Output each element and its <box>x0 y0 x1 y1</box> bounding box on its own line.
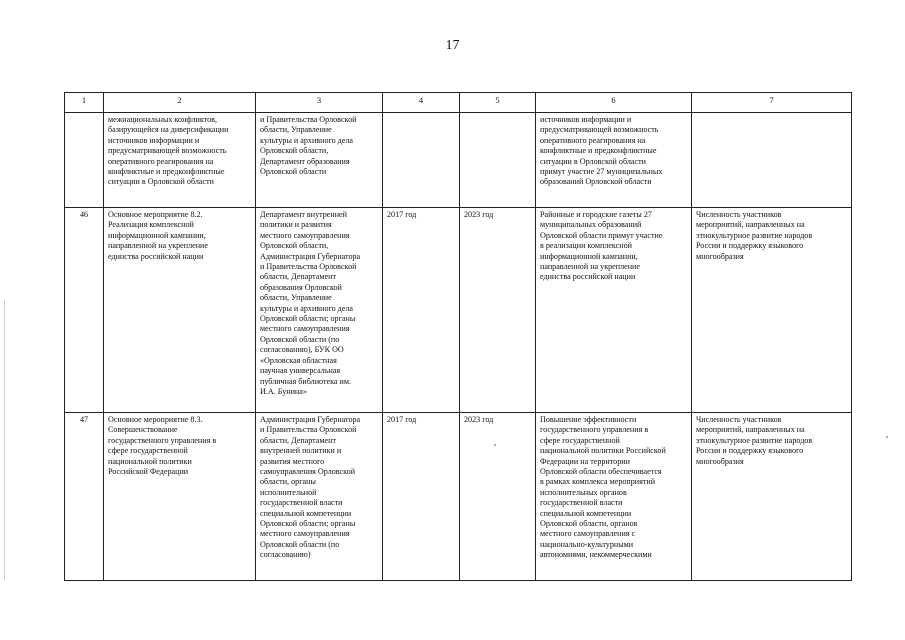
header-cell: 7 <box>692 93 852 113</box>
header-cell: 2 <box>104 93 256 113</box>
executor-cell: Администрация Губернатора и Правительства Орловской области, Департамент внутренней политики и развития местного самоуправления Орловской области, органы исполнительной государственной власти специальной компетенции Орловской области; органы местного самоуправления Орловской области (по согласованию) <box>256 413 383 581</box>
row-number: 47 <box>65 413 104 581</box>
page-number: 17 <box>445 38 460 53</box>
start-year-cell: 2017 год <box>383 208 460 413</box>
table-header-row <box>65 93 852 113</box>
header-cell: 6 <box>536 93 692 113</box>
row-number <box>65 113 104 208</box>
result-cell: Повышение эффективности государственного управления в сфере государственной национальной политики Российской Федерации на территории Орловской области обеспечивается в рамках комплекса мероприятий исполнительных органов государственной власти специальной компетенции Орловской области, органов местного самоуправления с национально-культурными автономиями, некоммерческими <box>536 413 692 581</box>
measure-cell: Основное мероприятие 8.2. Реализация комплексной информационной кампании, направленной на укрепление единства российской нации <box>104 208 256 413</box>
result-cell: источников информации и предусматривающей возможность оперативного реагирования на конфликтные и предконфликтные ситуации в Орловской области примут участие 27 муниципальных образований Орловской области <box>536 113 692 208</box>
header-cell: 3 <box>256 93 383 113</box>
header-cell: 5 <box>460 93 536 113</box>
scan-speck <box>886 436 888 438</box>
scan-artifact <box>4 300 5 580</box>
header-cell: 1 <box>65 93 104 113</box>
indicator-cell <box>692 113 852 208</box>
end-year-cell <box>460 113 536 208</box>
measures-table <box>64 92 852 581</box>
measure-cell: Основное мероприятие 8.3. Совершенствование государственного управления в сфере государственной национальной политики Российской Федерации <box>104 413 256 581</box>
table-row <box>65 113 852 208</box>
executor-cell: Департамент внутренней политики и развития местного самоуправления Орловской области, Администрация Губернатора и Правительства Орловской области, Департамент образования Орловской области, Управление культуры и архивного дела Орловской области; органы местного самоуправления Орловской области (по согласованию), БУК ОО «Орловская областная научная универсальная публичная библиотека им. И.А. Бунина» <box>256 208 383 413</box>
result-cell: Районные и городские газеты 27 муниципальных образований Орловской области примут участие в реализации комплексной информационной кампании, направленной на укрепление единства российской нации <box>536 208 692 413</box>
indicator-cell: Численность участников мероприятий, направленных на этнокультурное развитие народов России и поддержку языкового многообразия <box>692 208 852 413</box>
header-cell: 4 <box>383 93 460 113</box>
start-year-cell: 2017 год <box>383 413 460 581</box>
row-number: 46 <box>65 208 104 413</box>
start-year-cell <box>383 113 460 208</box>
executor-cell: и Правительства Орловской области, Управление культуры и архивного дела Орловской области, Департамент образования Орловской области <box>256 113 383 208</box>
end-year-cell: 2023 год <box>460 413 536 581</box>
indicator-cell: Численность участников мероприятий, направленных на этнокультурное развитие народов России и поддержку языкового многообразия <box>692 413 852 581</box>
table-row <box>65 208 852 413</box>
measure-cell: межнациональных конфликтов, базирующейся на диверсификации источников информации и предусматривающей возможность оперативного реагирования на конфликтные и предконфликтные ситуации в Орловской области <box>104 113 256 208</box>
end-year-cell: 2023 год <box>460 208 536 413</box>
table-row <box>65 413 852 581</box>
